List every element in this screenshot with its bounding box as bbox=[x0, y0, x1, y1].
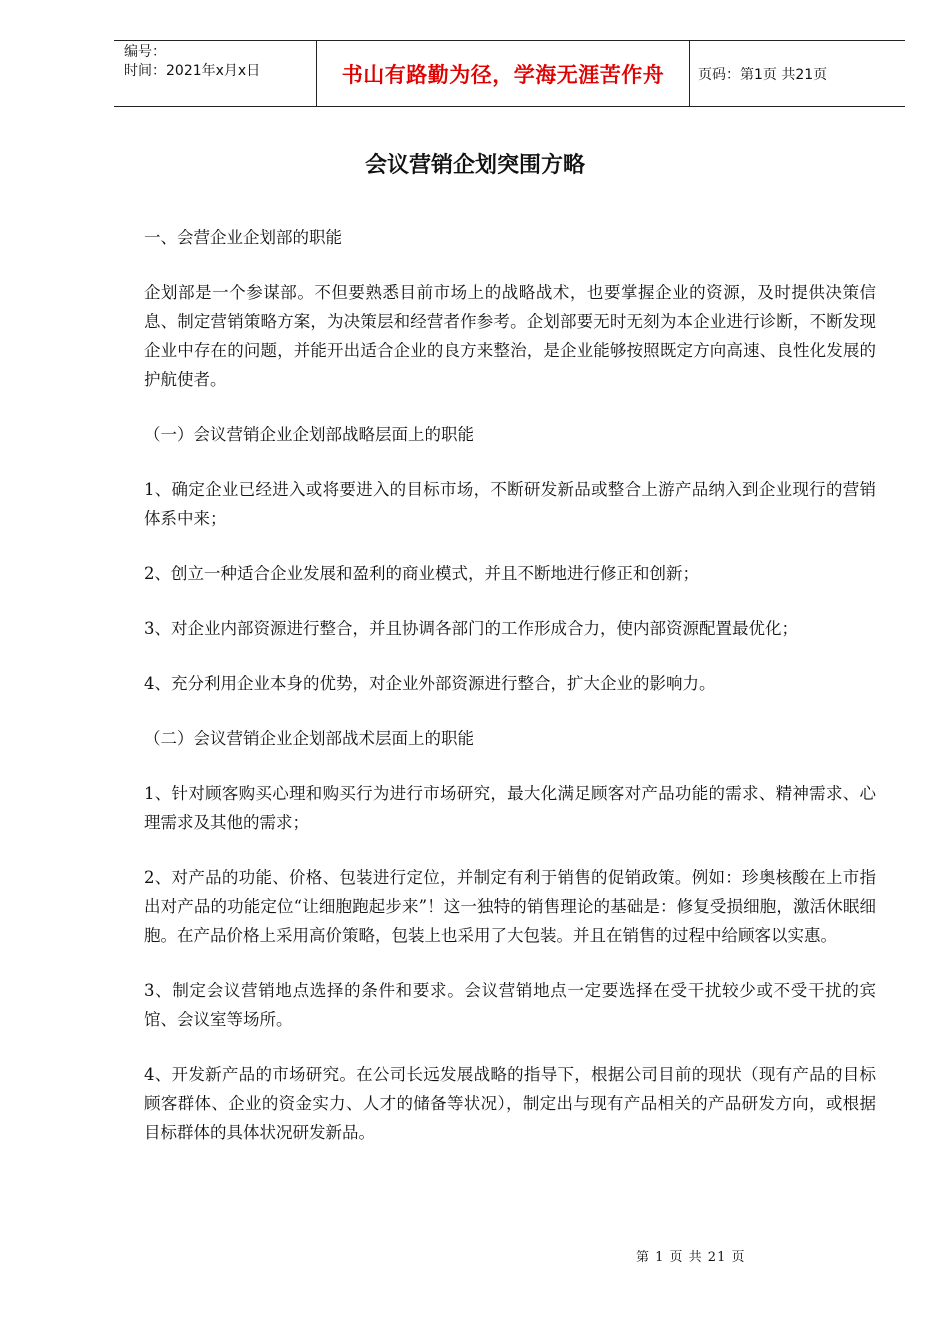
body-paragraph: 企划部是一个参谋部。不但要熟悉目前市场上的战略战术，也要掌握企业的资源，及时提供决策信息、制定营销策略方案，为决策层和经营者作参考。企划部要无时无刻为本企业进行诊断，不断发现企业中存在的问题，并能开出适合企业的良方来整治，是企业能够按照既定方向高速、良性化发展的护航使者。 bbox=[144, 283, 876, 389]
list-item: 4、开发新产品的市场研究。在公司长远发展战略的指导下，根据公司目前的现状（现有产品的目标顾客群体、企业的资金实力、人才的储备等状况），制定出与现有产品相关的产品研发方向，或根据目标群体的具体状况研发新品。 bbox=[144, 1065, 876, 1142]
document-number-label: 编号： bbox=[124, 44, 166, 60]
page-header bbox=[114, 40, 905, 107]
list-item: 2、创立一种适合企业发展和盈利的商业模式，并且不断地进行修正和创新； bbox=[144, 564, 699, 583]
header-motto: 书山有路勤为径，学海无涯苦作舟 bbox=[316, 41, 690, 106]
page-footer: 第 1 页 共 21 页 bbox=[636, 1250, 746, 1265]
document-title: 会议营销企划突围方略 bbox=[364, 153, 585, 178]
subsection-heading: （二）会议营销企业企划部战术层面上的职能 bbox=[144, 729, 474, 748]
section-heading: 一、会营企业企划部的职能 bbox=[144, 228, 342, 247]
list-item: 3、制定会议营销地点选择的条件和要求。会议营销地点一定要选择在受干扰较少或不受干扰的宾馆、会议室等场所。 bbox=[144, 981, 876, 1029]
document-body bbox=[144, 223, 876, 1173]
list-item: 4、充分利用企业本身的优势，对企业外部资源进行整合，扩大企业的影响力。 bbox=[144, 674, 716, 693]
header-meta bbox=[114, 41, 316, 106]
list-item: 1、确定企业已经进入或将要进入的目标市场，不断研发新品或整合上游产品纳入到企业现行的营销体系中来； bbox=[144, 480, 876, 528]
list-item: 2、对产品的功能、价格、包装进行定位，并制定有利于销售的促销政策。例如：珍奥核酸在上市指出对产品的功能定位“让细胞跑起步来”！这一独特的销售理论的基础是：修复受损细胞，激活休眠细胞。在产品价格上采用高价策略，包装上也采用了大包装。并且在销售的过程中给顾客以实惠。 bbox=[144, 868, 876, 945]
list-item: 3、对企业内部资源进行整合，并且协调各部门的工作形成合力，使内部资源配置最优化； bbox=[144, 619, 798, 638]
document-time-label: 时间：2021年x月x日 bbox=[124, 63, 261, 79]
list-item: 1、针对顾客购买心理和购买行为进行市场研究，最大化满足顾客对产品功能的需求、精神需求、心理需求及其他的需求； bbox=[144, 784, 876, 832]
subsection-heading: （一）会议营销企业企划部战略层面上的职能 bbox=[144, 425, 474, 444]
header-page-info: 页码：第1页 共21页 bbox=[698, 66, 828, 83]
